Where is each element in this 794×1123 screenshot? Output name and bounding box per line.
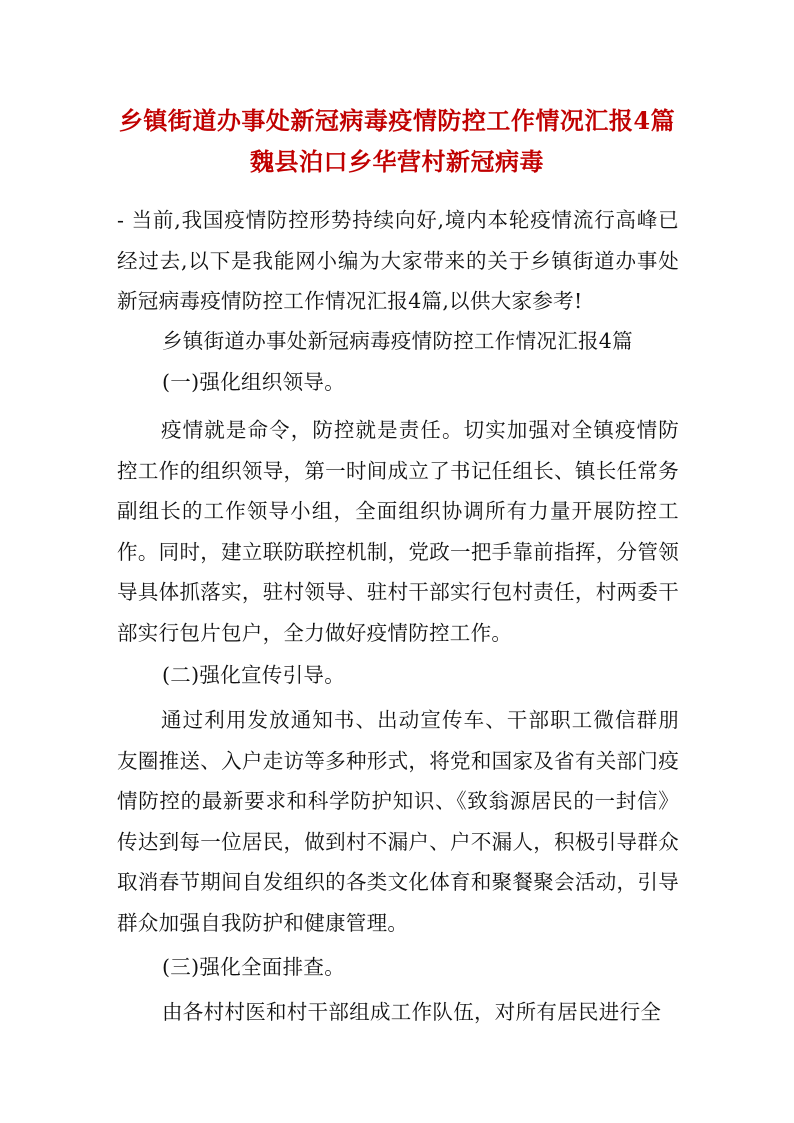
document-title-line1: 乡镇街道办事处新冠病毒疫情防控工作情况汇报4篇 bbox=[118, 106, 676, 135]
section2-body: 通过利用发放通知书、出动宣传车、干部职工微信群朋友圈推送、入户走访等多种形式，将党和国家及省有关部门疫情防控的最新要求和科学防护知识、《致翁源居民的一封信》传达到每一位居民，做到村不漏户、户不漏人，积极引导群众取消春节期间自发组织的各类文化体育和聚餐聚会活动，引导群众加强自我防护和健康管理。 bbox=[117, 708, 679, 935]
section2-heading: (二)强化宣传引导。 bbox=[162, 663, 345, 687]
section1-body: 疫情就是命令，防控就是责任。切实加强对全镇疫情防控工作的组织领导，第一时间成立了书记任组长、镇长任常务副组长的工作领导小组，全面组织协调所有力量开展防控工作。同时，建立联防联控机制，党政一把手靠前指挥，分管领导具体抓落实，驻村领导、驻村干部实行包村责任，村两委干部实行包片包户，全力做好疫情防控工作。 bbox=[117, 418, 679, 645]
intro-paragraph: - 当前,我国疫情防控形势持续向好,境内本轮疫情流行高峰已经过去,以下是我能网小编为大家带来的关于乡镇街道办事处新冠病毒疫情防控工作情况汇报4篇,以供大家参考! bbox=[117, 208, 679, 313]
document-title-line2: 魏县泊口乡华营村新冠病毒 bbox=[250, 147, 544, 176]
section1-heading: (一)强化组织领导。 bbox=[162, 370, 345, 394]
subtitle: 乡镇街道办事处新冠病毒疫情防控工作情况汇报4篇 bbox=[162, 329, 633, 353]
section3-heading: (三)强化全面排查。 bbox=[162, 955, 345, 979]
section3-body: 由各村村医和村干部组成工作队伍，对所有居民进行全 bbox=[162, 1000, 662, 1024]
